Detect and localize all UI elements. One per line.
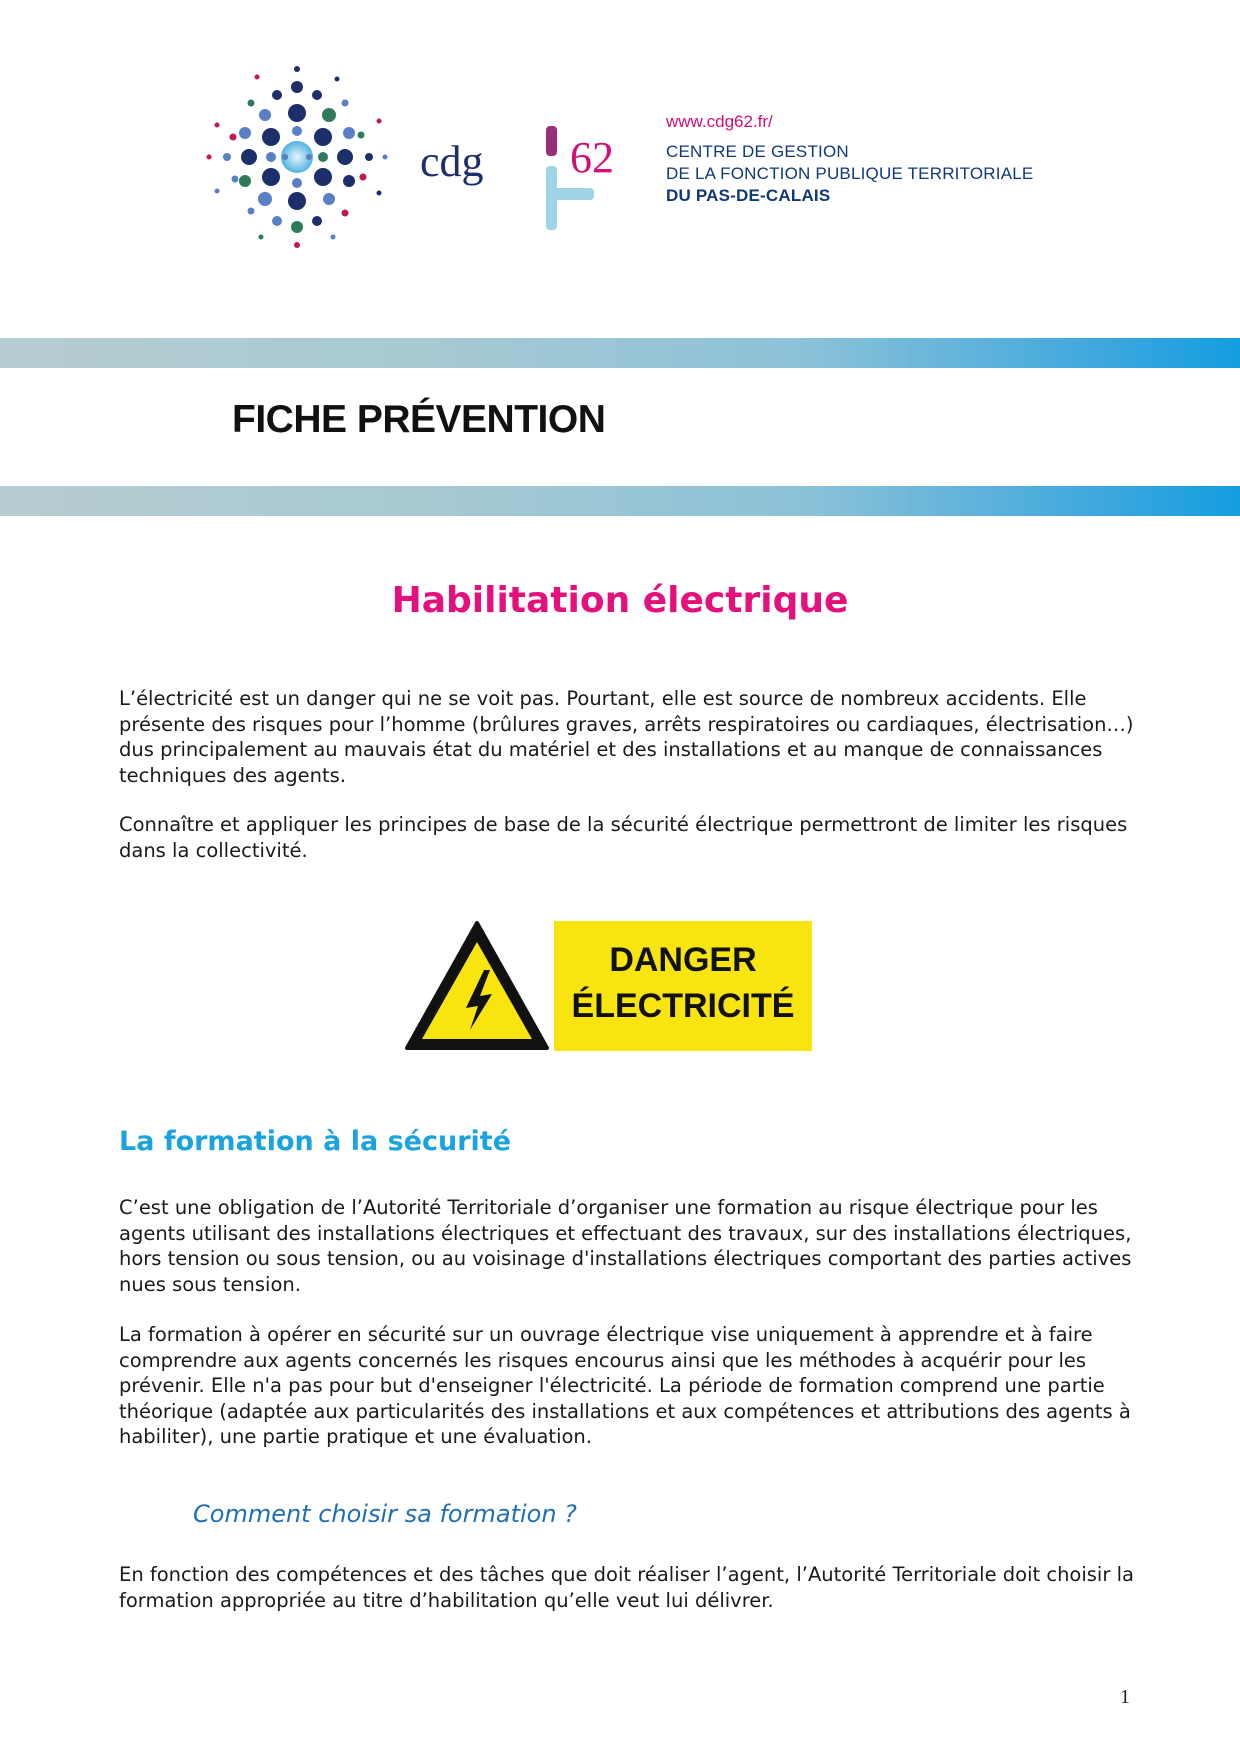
logo-number: 62 — [570, 133, 614, 182]
subsection-heading-choose-training: Comment choisir sa formation ? — [193, 1500, 577, 1528]
subsection-paragraph: En fonction des compétences et des tâches que doit réaliser l’agent, l’Autorité Territoriale doit choisir la formation appropriée au titre d’habilitation qu’elle veut lui délivrer. — [119, 1563, 1134, 1612]
logo-dots-emblem — [205, 65, 390, 250]
logo-wordmark — [418, 118, 643, 238]
org-name-line3: DU PAS-DE-CALAIS — [666, 186, 831, 205]
section-heading-training: La formation à la sécurité — [119, 1126, 512, 1157]
high-voltage-warning-icon — [404, 920, 550, 1052]
section-paragraph-1: C’est une obligation de l’Autorité Territoriale d’organiser une formation au risque électrique pour les agents utilisant des installations électriques et effectuant des travaux, sur des installations électriques, hors tension ou sous tension, ou au voisinage d'installations électriques comportant des parties actives nues sous tension. — [119, 1196, 1132, 1296]
logo-letters: cdg — [420, 137, 484, 186]
org-url-link[interactable]: www.cdg62.fr/ — [666, 112, 773, 131]
danger-electricity-sign — [554, 921, 812, 1051]
intro-paragraph-1: L’électricité est un danger qui ne se voit pas. Pourtant, elle est source de nombreux accidents. Elle présente des risques pour l’homme (brûlures graves, arrêts respiratoires ou cardiaques, électrisation…) dus principalement au mauvais état du matériel et des installations et au manque de connaissances techniques des agents. — [119, 687, 1134, 787]
danger-sign-line2: ÉLECTRICITÉ — [571, 987, 795, 1025]
org-name-line2: DE LA FONCTION PUBLIQUE TERRITORIALE — [666, 164, 1034, 183]
page-number: 1 — [1120, 1686, 1130, 1708]
document-title: Habilitation électrique — [391, 580, 849, 621]
header-band-bottom — [0, 486, 1240, 516]
org-name-line1: CENTRE DE GESTION — [666, 142, 849, 161]
fiche-title: FICHE PRÉVENTION — [232, 398, 606, 441]
header-band-top — [0, 338, 1240, 368]
section-paragraph-2: La formation à opérer en sécurité sur un ouvrage électrique vise uniquement à apprendre et à faire comprendre aux agents concernés les risques encourus ainsi que les méthodes à acquérir pour les prévenir. Elle n'a pas pour but d'enseigner l'électricité. La période de formation comprend une partie théorique (adaptée aux particularités des installations et aux compétences et attributions des agents à habiliter), une partie pratique et une évaluation. — [119, 1323, 1131, 1448]
intro-paragraph-2: Connaître et appliquer les principes de base de la sécurité électrique permettront de limiter les risques dans la collectivité. — [119, 813, 1128, 862]
danger-sign-line1: DANGER — [609, 941, 757, 979]
